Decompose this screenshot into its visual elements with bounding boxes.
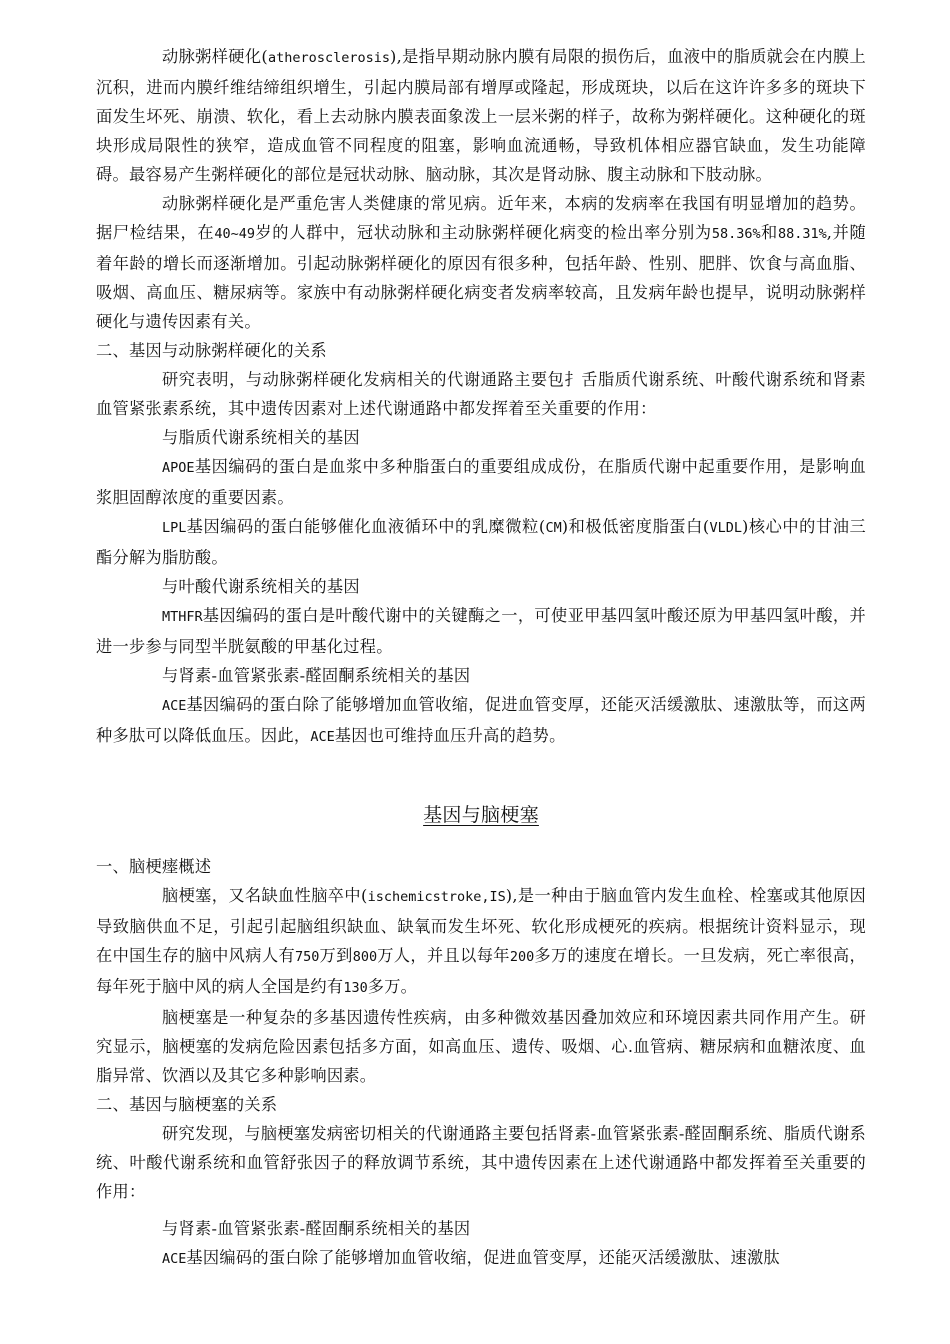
paragraph-infarction-risk-factors: 脑梗塞是一种复杂的多基因遗传性疾病，由多种微效基因叠加效应和环境因素共同作用产生。研究显示，脑梗塞的发病危险因素包括多方面，如高血压、遗传、吸烟、心.血管病、糖尿病和血糖浓度、血脂异常、饮酒以及其它多种影响因素。 (96, 1008, 866, 1085)
paragraph-mthfr: MTHFR基因编码的蛋白是叶酸代谢中的关键酶之一，可使亚甲基四氢叶酸还原为甲基四氢叶酸，并进一步参与同型半胱氨酸的甲基化过程。 (96, 606, 866, 656)
subheading-raas-infarction: 与肾素-血管紧张素-醛固酮系统相关的基因 (162, 1219, 471, 1238)
spacer (96, 830, 866, 852)
subheading-raas: 与肾素-血管紧张素-醛固酮系统相关的基因 (162, 666, 471, 685)
spacer (96, 752, 866, 800)
paragraph-metabolic-pathways: 研究表明，与动脉粥样硬化发病相关的代谢通路主要包扌舌脂质代谢系统、叶酸代谢系统和肾素血管紧张素系统，其中遗传因素对上述代谢通路中都发挥着至关重要的作用： (96, 370, 866, 418)
document-title-cerebral-infarction: 基因与脑梗塞 (423, 804, 539, 826)
paragraph-atherosclerosis-epidemiology: 动脉粥样硬化是严重危害人类健康的常见病。近年来，本病的发病率在我国有明显增加的趋势。据尸检结果，在40~49岁的人群中，冠状动脉和主动脉粥样硬化病变的检出率分别为58.36%和88.31%,并随着年龄的增长而逐渐增加。引起动脉粥样硬化的原因有很多种，包括年龄、性别、肥胖、饮食与高血脂、吸烟、高血压、糖尿病等。家族中有动脉粥样硬化病变者发病率较高，且发病年龄也提早，说明动脉粥样硬化与遗传因素有关。 (96, 194, 866, 331)
spacer (96, 1206, 866, 1214)
paragraph-ace-infarction: ACE基因编码的蛋白除了能够增加血管收缩，促进血管变厚，还能灭活缓激肽、速激肽 (162, 1248, 780, 1267)
paragraph-infarction-definition: 脑梗塞，又名缺血性脑卒中(ischemicstroke,IS),是一种由于脑血管内发生血栓、栓塞或其他原因导致脑供血不足，引起引起脑组织缺血、缺氧而发生坏死、软化形成梗死的疾病。根据统计资料显示，现在中国生存的脑中风病人有750万到800万人，并且以每年200多万的速度在增长。一旦发病，死亡率很高，每年死于脑中风的病人全国是约有130多万。 (96, 886, 866, 996)
document-page (96, 42, 866, 1274)
section-heading-genes-infarction: 二、基因与脑梗塞的关系 (96, 1095, 278, 1114)
paragraph-atherosclerosis-definition: 动脉粥样硬化(atherosclerosis),是指早期动脉内膜有局限的损伤后，血液中的脂质就会在内膜上沉积，进而内膜纤维结缔组织增生，引起内膜局部有增厚或隆起，形成斑块，以后在这许许多多的斑块下面发生坏死、崩溃、软化，看上去动脉内膜表面象泼上一层米粥的样子，故称为粥样硬化。这种硬化的斑块形成局限性的狭窄，造成血管不同程度的阻塞，影响血流通畅，导致机体相应器官缺血，发生功能障碍。最容易产生粥样硬化的部位是冠状动脉、脑动脉，其次是肾动脉、腹主动脉和下肢动脉。 (96, 47, 866, 184)
section-heading-genes-atherosclerosis: 二、基因与动脉粥样硬化的关系 (96, 341, 327, 360)
subheading-lipid-metabolism: 与脂质代谢系统相关的基因 (162, 428, 360, 447)
paragraph-apoe: APOE基因编码的蛋白是血浆中多种脂蛋白的重要组成成份，在脂质代谢中起重要作用，是影响血浆胆固醇浓度的重要因素。 (96, 457, 866, 507)
paragraph-lpl: LPL基因编码的蛋白能够催化血液循环中的乳糜微粒(CM)和极低密度脂蛋白(VLDL)核心中的甘油三酯分解为脂肪酸。 (96, 517, 866, 567)
subheading-folate-metabolism: 与叶酸代谢系统相关的基因 (162, 577, 360, 596)
section-heading-overview: 一、脑梗瘗概述 (96, 857, 212, 876)
paragraph-ace: ACE基因编码的蛋白除了能够增加血管收缩，促进血管变厚，还能灭活缓激肽、速激肽等，而这两种多肽可以降低血压。因此，ACE基因也可维持血压升高的趋势。 (96, 695, 866, 745)
paragraph-infarction-pathways: 研究发现，与脑梗塞发病密切相关的代谢通路主要包括肾素-血管紧张素-醛固酮系统、脂质代谢系统、叶酸代谢系统和血管舒张因子的释放调节系统，其中遗传因素在上述代谢通路中都发挥着至关重要的作用： (96, 1124, 867, 1201)
